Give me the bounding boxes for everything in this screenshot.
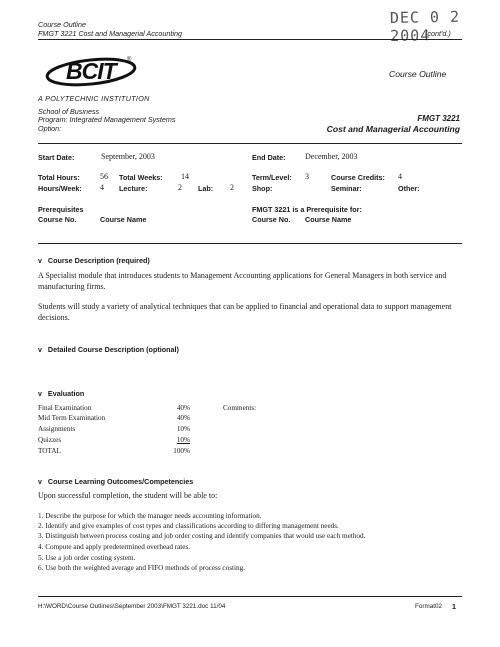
header-contd: (cont'd.): [425, 29, 451, 38]
evaluation-item-value: 40%: [176, 414, 190, 422]
prereq-for-course-name-header: Course Name: [305, 215, 352, 224]
shop-label: Shop:: [252, 184, 273, 193]
evaluation-total-value: 100%: [173, 447, 190, 455]
start-date-label: Start Date:: [38, 153, 75, 162]
lecture-label: Lecture:: [119, 184, 148, 193]
header-line-1: Course Outline: [38, 20, 86, 29]
detailed-description-title: Detailed Course Description (optional): [47, 345, 179, 354]
bcit-logo: [36, 52, 144, 96]
evaluation-item-label: Assignments: [38, 425, 76, 433]
prerequisite-for-title: FMGT 3221 is a Prerequisite for:: [252, 205, 362, 214]
evaluation-item-label: Final Examination: [38, 404, 92, 412]
evaluation-item-value: 40%: [176, 404, 190, 412]
other-label: Other:: [398, 184, 420, 193]
course-title: Cost and Managerial Accounting: [326, 124, 460, 134]
section-bullet: v: [38, 347, 42, 354]
learning-outcomes-heading: [38, 477, 193, 486]
course-credits-label: Course Credits:: [331, 173, 385, 182]
seminar-label: Seminar:: [331, 184, 362, 193]
section-rule-mid: [38, 243, 462, 244]
outcome-item: 1. Describe the purpose for which the manager needs accounting information.: [38, 512, 262, 520]
course-credits-value: 4: [398, 172, 402, 181]
school-line: School of Business: [38, 107, 100, 116]
prerequisites-title: Prerequisites: [38, 205, 84, 214]
header-rule: [38, 39, 462, 40]
detailed-description-heading: [38, 345, 179, 354]
section-rule-top: [38, 143, 462, 144]
evaluation-title: Evaluation: [47, 389, 85, 398]
total-weeks-label: Total Weeks:: [119, 173, 163, 182]
outcome-item: 5. Use a job order costing system.: [38, 554, 136, 562]
section-bullet: v: [38, 391, 42, 398]
prereq-course-name-header: Course Name: [100, 215, 147, 224]
course-description-heading: [38, 256, 150, 265]
prereq-course-no-header: Course No.: [38, 215, 77, 224]
footer-rule: [38, 596, 462, 597]
end-date-label: End Date:: [252, 153, 286, 162]
date-received-stamp: DEC 0 2 2004: [389, 7, 461, 45]
evaluation-comments-label: Comments:: [223, 404, 257, 412]
start-date-value: September, 2003: [101, 152, 155, 161]
footer-form: Format02: [415, 603, 442, 610]
outcome-item: 6. Use both the weighted average and FIFO methods of process costing.: [38, 564, 245, 572]
learning-outcomes-title: Course Learning Outcomes/Competencies: [47, 477, 194, 486]
course-code: FMGT 3221: [417, 114, 460, 123]
evaluation-heading: [38, 389, 84, 398]
header-line-2: FMGT 3221 Cost and Managerial Accounting: [38, 29, 182, 38]
term-level-label: Term/Level:: [252, 173, 292, 182]
course-description-p1: A Specialist module that introduces students to Management Accounting applications for General Managers in both service and manufacturing firms.: [38, 271, 447, 291]
hours-week-label: Hours/Week:: [38, 184, 82, 193]
total-weeks-value: 14: [181, 172, 189, 181]
option-line: Option:: [38, 124, 62, 133]
hours-week-value: 4: [100, 183, 104, 192]
term-level-value: 3: [305, 172, 309, 181]
outcome-item: 2. Identify and give examples of cost types and classifications according to differing management needs.: [38, 522, 339, 530]
registered-mark: ®: [127, 57, 132, 63]
evaluation-item-label: Mid Term Examination: [38, 414, 106, 422]
lab-label: Lab:: [198, 184, 214, 193]
evaluation-item-value: 10%: [176, 425, 190, 433]
section-bullet: v: [38, 479, 42, 486]
program-line: Program: Integrated Management Systems: [38, 115, 176, 124]
section-bullet: v: [38, 258, 42, 265]
outcome-item: 3. Distinguish between process costing and job order costing and identify companies that would use each method.: [38, 532, 366, 540]
total-hours-label: Total Hours:: [38, 173, 80, 182]
outcome-item: 4. Compute and apply predetermined overhead rates.: [38, 543, 191, 551]
bcit-logo-text: BCIT: [66, 58, 116, 84]
evaluation-item-value: 10%: [176, 436, 190, 444]
page-number: 1: [452, 602, 456, 611]
outline-label: Course Outline: [389, 69, 447, 79]
course-description-p2: Students will study a variety of analytical techniques that can be applied to financial and operational data to support management decisions.: [38, 302, 452, 322]
lecture-value: 2: [178, 183, 182, 192]
learning-outcomes-intro: Upon successful completion, the student will be able to:: [38, 491, 218, 500]
footer-path: H:\WORD\Course Outlines\September 2003\FMGT 3221.doc 11/04: [38, 603, 226, 610]
end-date-value: December, 2003: [305, 152, 358, 161]
total-hours-value: 56: [100, 172, 108, 181]
evaluation-item-label: Quizzes: [38, 436, 62, 444]
logo-tagline: A POLYTECHNIC INSTITUTION: [38, 94, 150, 103]
prereq-for-course-no-header: Course No.: [252, 215, 291, 224]
lab-value: 2: [230, 183, 234, 192]
evaluation-total-label: TOTAL: [38, 447, 61, 455]
course-description-title: Course Description (required): [47, 256, 150, 265]
